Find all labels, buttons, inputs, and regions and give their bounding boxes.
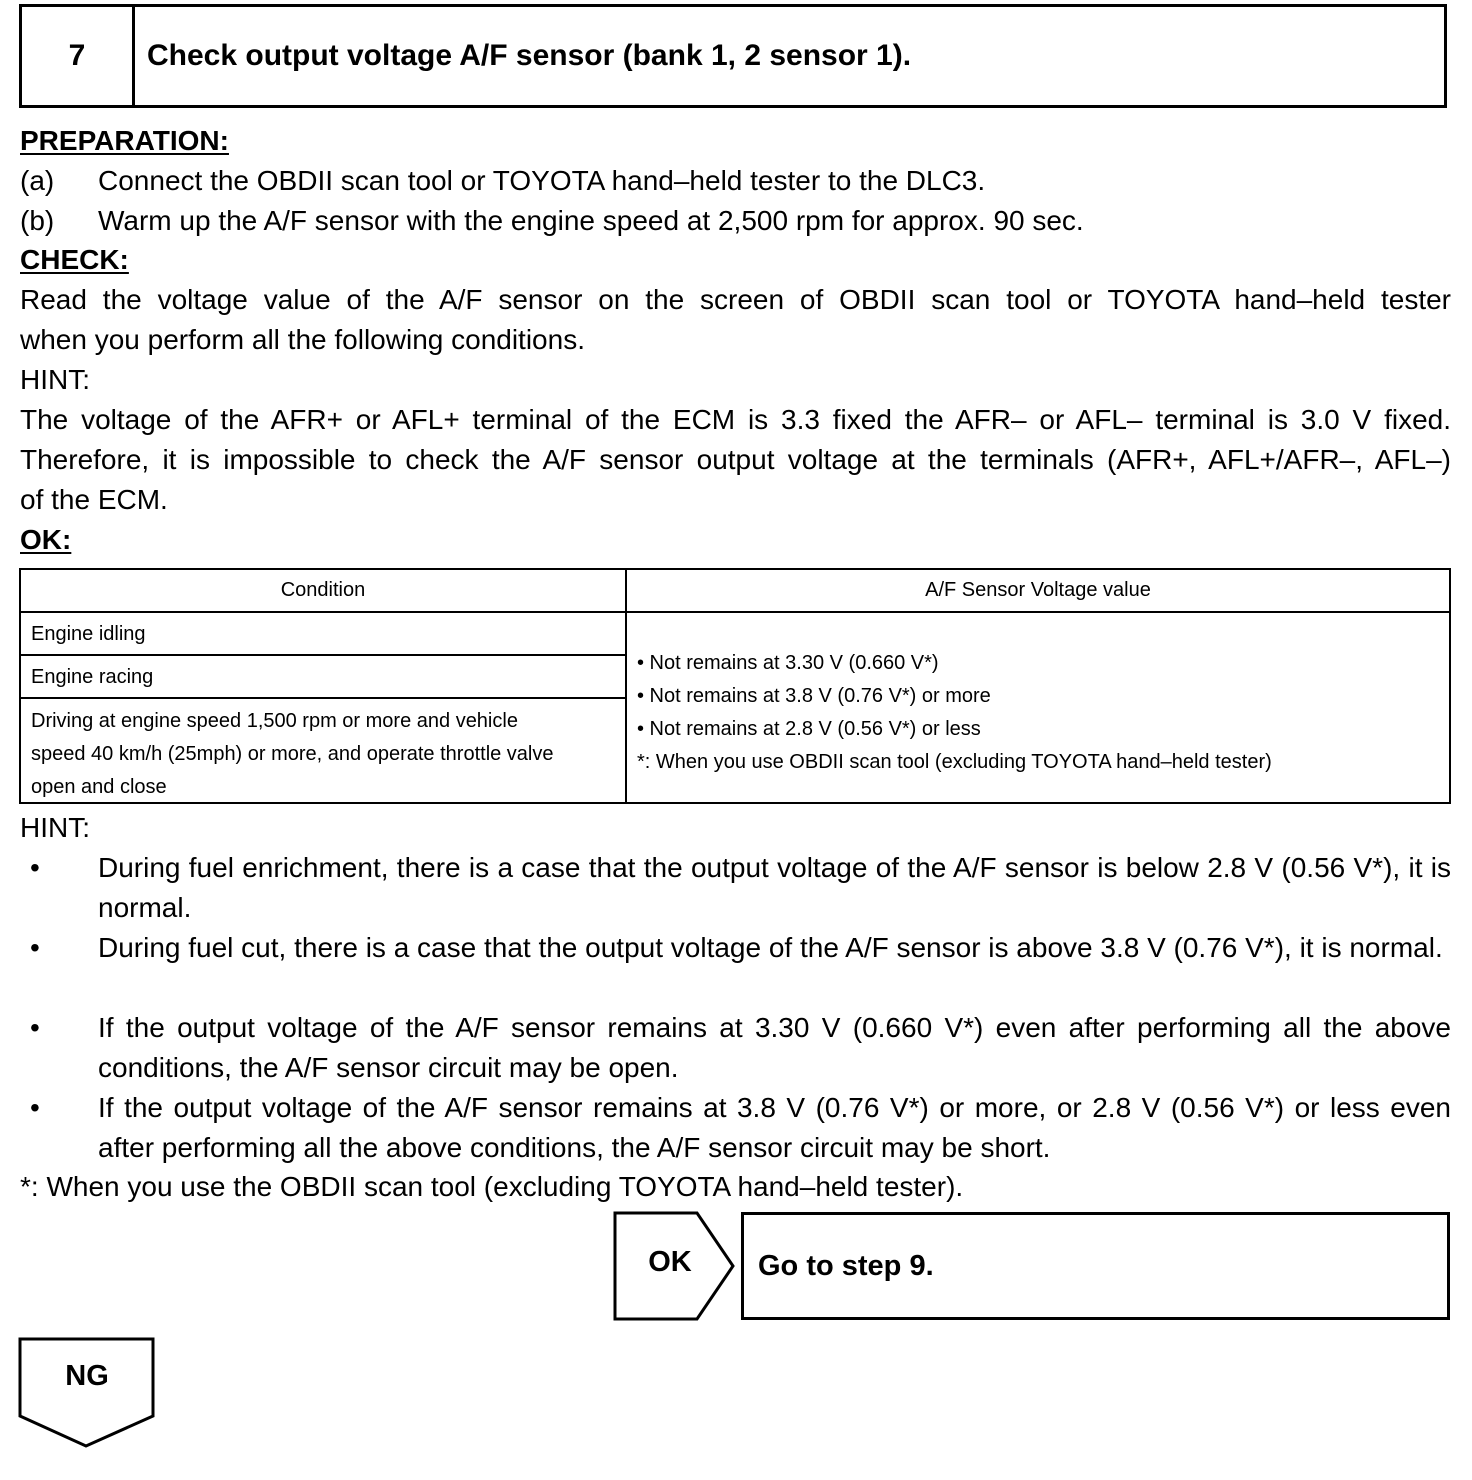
item-tag: (b) bbox=[20, 205, 55, 236]
row-divider bbox=[21, 697, 625, 699]
bullet-icon: • bbox=[30, 1092, 40, 1123]
footnote: *: When you use the OBDII scan tool (excluding TOYOTA hand–held tester). bbox=[20, 1171, 964, 1202]
ok-label: OK bbox=[648, 1246, 692, 1278]
check-heading: CHECK: bbox=[20, 244, 129, 275]
item-text: Warm up the A/F sensor with the engine speed at 2,500 rpm for approx. 90 sec. bbox=[98, 205, 1084, 236]
step-header bbox=[19, 4, 1447, 108]
check-text-line: when you perform all the following conditions. bbox=[20, 324, 585, 355]
ok-heading: OK: bbox=[20, 524, 72, 555]
item-tag: (a) bbox=[20, 165, 55, 196]
ok-result-box bbox=[741, 1212, 1450, 1320]
table-row-condition-line: speed 40 km/h (25mph) or more, and operate throttle valve bbox=[31, 743, 554, 765]
ng-arrow-icon bbox=[17, 1336, 157, 1450]
check-text-line: Read the voltage value of the A/F sensor on the screen of OBDII scan tool or TOYOTA hand–held tester bbox=[20, 284, 1451, 315]
hint-bullet: During fuel cut, there is a case that the output voltage of the A/F sensor is above 3.8 V (0.76 V*), it is normal. bbox=[98, 932, 1443, 963]
hint-label: HINT: bbox=[20, 364, 90, 395]
table-header-voltage: A/F Sensor Voltage value bbox=[925, 579, 1151, 601]
step-number: 7 bbox=[22, 7, 135, 105]
ok-action-text: Go to step 9. bbox=[758, 1249, 934, 1282]
header-divider bbox=[21, 611, 1449, 613]
item-text: Connect the OBDII scan tool or TOYOTA hand–held tester to the DLC3. bbox=[98, 165, 986, 196]
bullet-icon: • bbox=[30, 932, 40, 963]
preparation-heading: PREPARATION: bbox=[20, 125, 229, 156]
bullet-icon: • bbox=[30, 1012, 40, 1043]
table-row-condition: Engine idling bbox=[31, 623, 146, 645]
hint-text-line: The voltage of the AFR+ or AFL+ terminal of the ECM is 3.3 fixed the AFR– or AFL– terminal is 3.0 V fixed. bbox=[20, 404, 1451, 435]
table-header-condition: Condition bbox=[280, 579, 366, 601]
row-divider bbox=[21, 654, 625, 656]
preparation-item bbox=[20, 161, 985, 201]
preparation-item bbox=[20, 201, 1084, 241]
voltage-value-line: • Not remains at 3.8 V (0.76 V*) or more bbox=[637, 685, 991, 707]
hint-bullet: If the output voltage of the A/F sensor remains at 3.8 V (0.76 V*) or more, or 2.8 V (0.56 V*) or less even after performing all the above conditions, the A/F sensor circuit may be short. bbox=[98, 1092, 1451, 1163]
voltage-value-line: • Not remains at 3.30 V (0.660 V*) bbox=[637, 652, 939, 674]
ok-table bbox=[19, 568, 1451, 804]
voltage-value-line: • Not remains at 2.8 V (0.56 V*) or less bbox=[637, 718, 981, 740]
table-row-condition-line: open and close bbox=[31, 776, 167, 798]
bullet-icon: • bbox=[30, 852, 40, 883]
ng-label: NG bbox=[65, 1360, 109, 1392]
hint-text-line: of the ECM. bbox=[20, 484, 168, 515]
hint-bullet: During fuel enrichment, there is a case that the output voltage of the A/F sensor is below 2.8 V (0.56 V*), it is normal. bbox=[98, 852, 1451, 923]
hint-bullet: If the output voltage of the A/F sensor remains at 3.30 V (0.660 V*) even after performing all the above conditions, the A/F sensor circuit may be open. bbox=[98, 1012, 1451, 1083]
table-row-condition: Engine racing bbox=[31, 666, 154, 688]
step-title: Check output voltage A/F sensor (bank 1, 2 sensor 1). bbox=[147, 39, 912, 72]
hint-text-line: Therefore, it is impossible to check the A/F sensor output voltage at the terminals (AFR+, AFL+/AFR–, AFL–) bbox=[20, 444, 1451, 475]
table-row-condition-line: Driving at engine speed 1,500 rpm or more and vehicle bbox=[31, 710, 518, 732]
hint-label: HINT: bbox=[20, 812, 90, 843]
voltage-footnote: *: When you use OBDII scan tool (excluding TOYOTA hand–held tester) bbox=[637, 751, 1272, 773]
